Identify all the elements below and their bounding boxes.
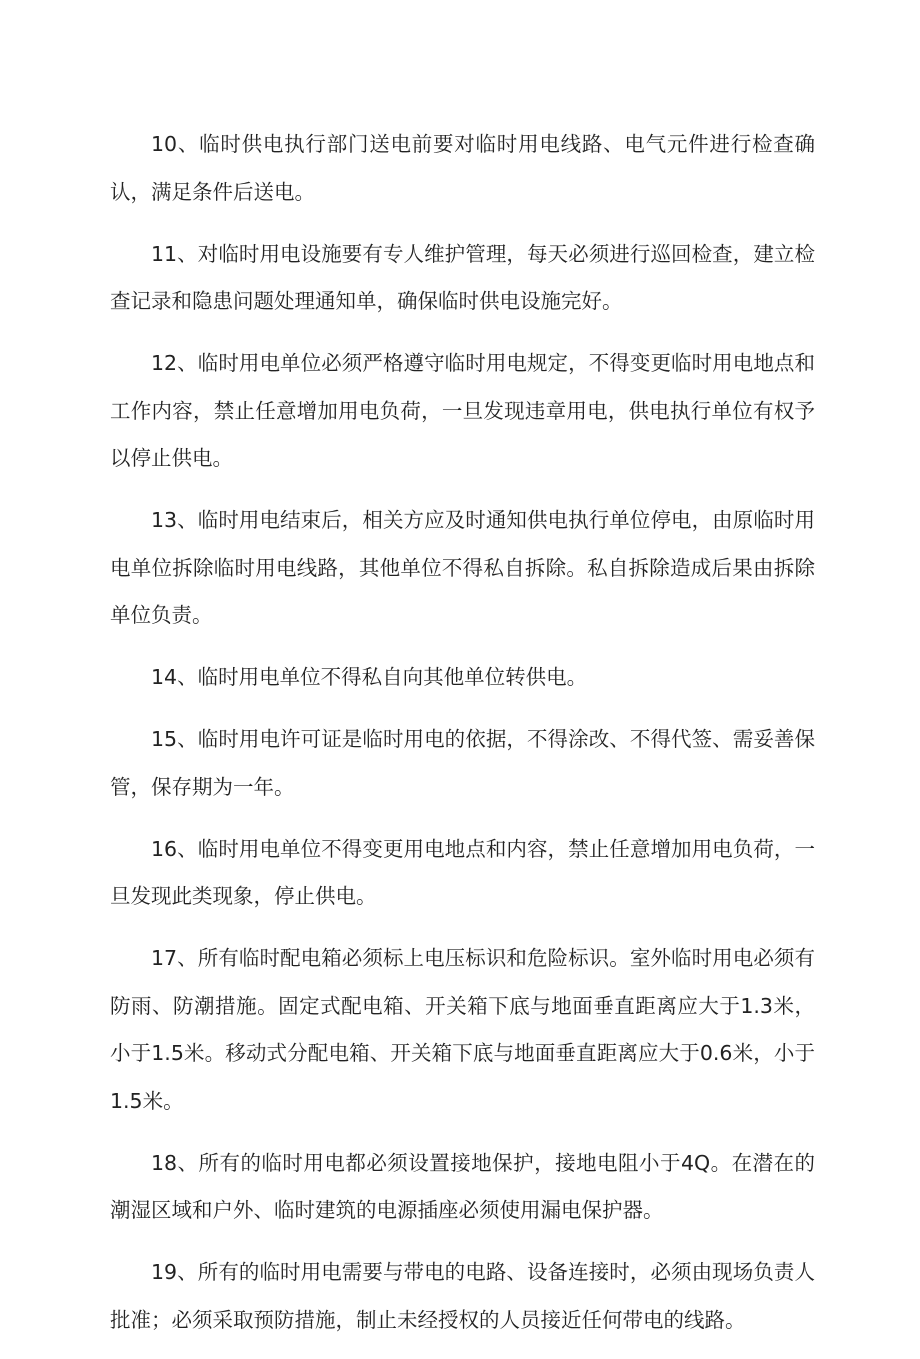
paragraph-14: 14、临时用电单位不得私自向其他单位转供电。 [151,665,588,689]
paragraph-16: 16、临时用电单位不得变更用电地点和内容，禁止任意增加用电负荷，一旦发现此类现象，停止供电。 [110,836,815,908]
paragraph-12: 12、临时用电单位必须严格遵守临时用电规定，不得变更临时用电地点和工作内容，禁止任意增加用电负荷，一旦发现违章用电，供电执行单位有权予以停止供电。 [110,351,815,470]
paragraph-11: 11、对临时用电设施要有专人维护管理，每天必须进行巡回检查，建立检查记录和隐患问题处理通知单，确保临时供电设施完好。 [110,241,815,313]
paragraph-19: 19、所有的临时用电需要与带电的电路、设备连接时，必须由现场负责人批准；必须采取预防措施，制止未经授权的人员接近任何带电的线路。 [110,1260,815,1332]
paragraph-17: 17、所有临时配电箱必须标上电压标识和危险标识。室外临时用电必须有防雨、防潮措施。固定式配电箱、开关箱下底与地面垂直距离应大于1.3米，小于1.5米。移动式分配电箱、开关箱下底与地面垂直距离应大于0.6米，小于1.5米。 [110,946,815,1113]
document-body [110,121,815,1359]
paragraph-18: 18、所有的临时用电都必须设置接地保护，接地电阻小于4Q。在潜在的潮湿区域和户外、临时建筑的电源插座必须使用漏电保护器。 [110,1150,815,1222]
paragraph-10: 10、临时供电执行部门送电前要对临时用电线路、电气元件进行检查确认，满足条件后送电。 [110,132,815,204]
paragraph-13: 13、临时用电结束后，相关方应及时通知供电执行单位停电，由原临时用电单位拆除临时用电线路，其他单位不得私自拆除。私自拆除造成后果由拆除单位负责。 [110,508,815,627]
paragraph-15: 15、临时用电许可证是临时用电的依据，不得涂改、不得代签、需妥善保管，保存期为一年。 [110,727,815,799]
